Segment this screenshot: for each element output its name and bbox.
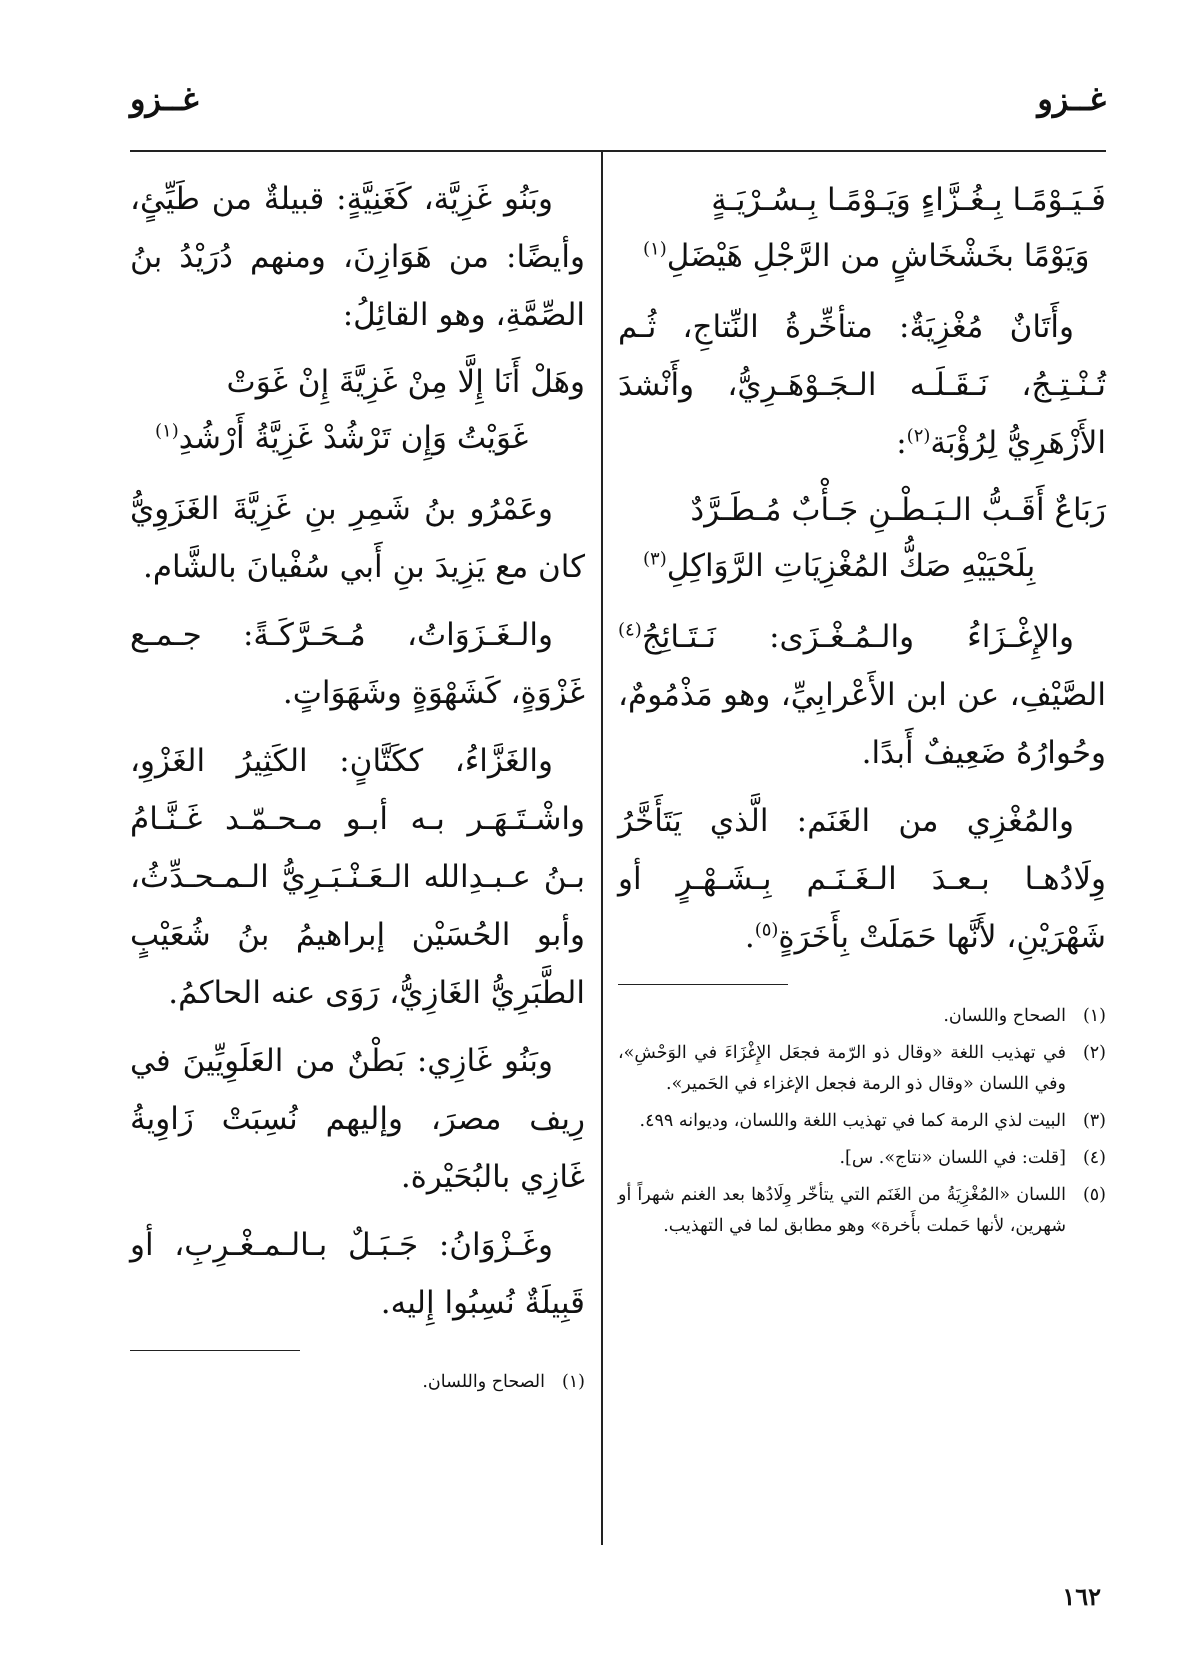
- running-head-right: غــزو: [1037, 80, 1106, 118]
- verse-1-line-1: فَـيَـوْمًـا بِـغُـزَّاءٍ وَيَـوْمًـا بِـسُـرْيَـةٍ: [711, 182, 1106, 218]
- verse-durayd: [130, 354, 585, 466]
- paragraph-mughzi-ghanam: [618, 792, 1106, 966]
- verse-1: [618, 172, 1106, 284]
- verse-2-line-2-text: بِلَحْيَيْهِ صَكُّ المُغْزِيَاتِ الرَّوَاكِلِ: [666, 548, 1036, 584]
- footnote-rule-right: [618, 984, 788, 985]
- footnote-number: (٣): [1082, 1111, 1106, 1131]
- verse-2-line-1: رَبَاعٌ أَقَـبُّ الـبَـطْـنِ جَـأْبٌ مُـطَـرَّدٌ: [690, 492, 1106, 528]
- footnote-text: [قلت: في اللسان «نتاج». س].: [839, 1148, 1066, 1168]
- verse-2: [618, 482, 1106, 594]
- verse-durayd-line-2: [130, 410, 585, 466]
- footnote-right-4: [618, 1143, 1106, 1174]
- column-divider: [601, 150, 603, 1545]
- footnote-ref-3: (٣): [643, 548, 667, 570]
- footnote-right-3: [618, 1106, 1106, 1137]
- header-rule: [130, 150, 1106, 152]
- footnote-left-1: [130, 1367, 585, 1398]
- footnote-ref-1: (١): [643, 238, 667, 260]
- paragraph-ghazzaa: والغَزَّاءُ، ككَتَّانٍ: الكَثِيرُ الغَزْوِ، واشْـتَـهَـر بـه أبـو مـحـمّـد غَـنَّـامُ بـنُ عـبـدِالله الـعَـنْـبَـرِيُّ الـمـحـدِّثُ، وأبو الحُسَيْن إبراهيمُ بنُ شُعَيْبٍ الطَّبَرِيُّ الغَازِيُّ، رَوَى عنه الحاكمُ.: [130, 743, 585, 1011]
- paragraph-mughzi-end: .: [744, 919, 755, 955]
- verse-2-line-2: [618, 538, 1106, 594]
- paragraph-mughzi-text: والمُغْزِي من الغَنَم: الَّذي يَتَأَخَّرُ وِلَادُهـا بـعـدَ الـغَـنَـم بِـشَـهْـرٍ أو شَهْرَيْنِ، لأَنَّها حَمَلَتْ بِأَخَرَةٍ: [618, 803, 1106, 955]
- paragraph-banu-ghazi: وبَنُو غَازِي: بَطْنٌ من العَلَوِيِّينَ في رِيف مصرَ، وإليهم نُسِبَتْ زَاوِيةُ غَازِي بالبُحَيْرة.: [130, 1043, 585, 1195]
- footnote-right-1: [618, 1001, 1106, 1032]
- footnote-ref-2: (٢): [906, 425, 931, 447]
- paragraph-banu-ghaziyya: وبَنُو غَزِيَّة، كَغَنِيَّةٍ: قبيلةٌ من طَيِّئٍ، وأيضًا: من هَوَازِنَ، ومنهم دُرَيْدُ بنُ الصِّمَّةِ، وهو القائِلُ:: [130, 181, 585, 333]
- verse-durayd-line-2-text: غَوَيْتُ وَإِن تَرْشُدْ غَزِيَّةُ أَرْشُدِ: [178, 420, 529, 456]
- left-column: [130, 170, 585, 1404]
- footnote-text: البيت لذي الرمة كما في تهذيب اللغة واللسان، وديوانه ٤٩٩.: [639, 1111, 1066, 1131]
- verse-durayd-line-1: وهَلْ أَنَا إِلَّا مِنْ غَزِيَّةَ إِنْ غَوَتْ: [226, 364, 585, 400]
- right-column: [618, 170, 1106, 1248]
- paragraph-ighzaa-text-a: والإِغْـزَاءُ والـمُـغْـزَى: نَـتَـائِجُ: [641, 619, 1074, 655]
- footnote-number: (٥): [1082, 1185, 1106, 1205]
- footnote-number: (١): [561, 1372, 585, 1392]
- paragraph-mughziya: [618, 298, 1106, 472]
- footnote-number: (٢): [1082, 1043, 1106, 1063]
- footnote-ref-left-1: (١): [155, 420, 179, 442]
- paragraph-mughziya-end: :: [896, 425, 907, 461]
- running-head-left: غــزو: [130, 80, 199, 118]
- footnote-text: اللسان «المُغْزِيَةُ من الغَنَم التي يتأخّر وِلَادُها بعد الغنم شهراً أو شهرين، لأنها حَملت بأَخرة» وهو مطابق لما في التهذيب.: [618, 1185, 1066, 1236]
- paragraph-ghazawat: والـغَـزَوَاتُ، مُـحَـرَّكَـةً: جـمـع غَزْوَةٍ، كَشَهْوَةٍ وشَهَوَاتٍ.: [130, 617, 585, 711]
- verse-1-line-2-text: وَيَوْمًا بخَشْخَاشٍ من الرَّجْلِ هَيْضَلِ: [666, 238, 1090, 274]
- footnote-text: الصحاح واللسان.: [422, 1372, 545, 1392]
- footnote-ref-4: (٤): [618, 619, 642, 641]
- footnote-number: (٤): [1082, 1148, 1106, 1168]
- paragraph-amr-ibn-shamir: وعَمْرُو بنُ شَمِرِ بنِ غَزِيَّةَ الغَزَوِيُّ كان مع يَزِيدَ بنِ أَبي سُفْيانَ بالشَّام.: [130, 491, 585, 585]
- footnote-right-5: [618, 1180, 1106, 1242]
- footnote-text: الصحاح واللسان.: [943, 1006, 1066, 1026]
- verse-1-line-2: [618, 228, 1106, 284]
- paragraph-mughziya-text: وأَتَانٌ مُغْزِيَةٌ: متأخِّرةُ النِّتاجِ، ثُـم تُـنْـتِـجُ، نَـقَـلَـه الـجَـوْهَـرِيُّ، وأَنْشدَ الأَزْهَرِيُّ لِرُؤْبَة: [618, 309, 1106, 461]
- footnote-text: في تهذيب اللغة «وقال ذو الرّمة فجعَل الإِغْزَاءَ في الوَحْشِ»، وفي اللسان «وقال ذو الرمة فجعل الإغزاء في الحَمير».: [618, 1043, 1066, 1094]
- footnote-rule-left: [130, 1350, 300, 1351]
- page-number: ١٦٢: [1062, 1582, 1101, 1611]
- footnote-ref-5: (٥): [754, 919, 779, 941]
- footnote-right-2: [618, 1038, 1106, 1100]
- paragraph-ighzaa-text-b: الصَّيْفِ، عن ابن الأَعْرابِيِّ، وهو مَذْمُومٌ، وحُوارُهُ ضَعِيفٌ أَبدًا.: [618, 677, 1106, 771]
- paragraph-ghazwan: وغَـزْوَانُ: جَـبَـلٌ بـالـمـغْـرِبِ، أو قَبِيلَةٌ نُسِبُوا إِليه.: [130, 1227, 585, 1321]
- paragraph-ighzaa: [618, 608, 1106, 782]
- footnote-number: (١): [1082, 1006, 1106, 1026]
